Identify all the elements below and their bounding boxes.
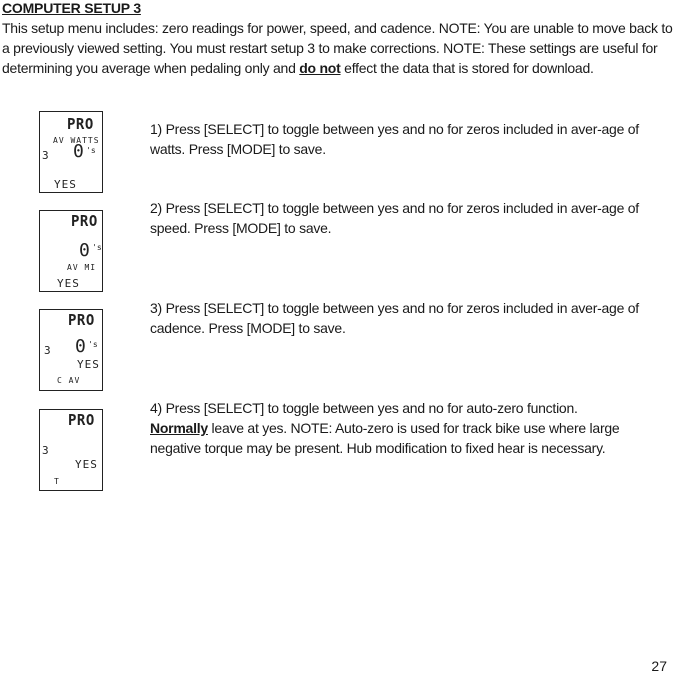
lcd-unit: 's xyxy=(86,146,96,155)
lcd-label: T xyxy=(54,477,60,486)
lcd-option: YES xyxy=(75,458,98,471)
lcd-display-cadence xyxy=(39,309,103,391)
step-3: 3) Press [SELECT] to toggle between yes and no for zeros included in aver-age of cadence. Press [MODE] to save. xyxy=(150,300,639,336)
lcd-option: YES xyxy=(57,277,80,290)
lcd-setup-number: 3 xyxy=(42,149,49,162)
intro-text-end: effect the data that is stored for download. xyxy=(340,60,594,76)
intro-emphasis: do not xyxy=(299,60,341,76)
step-4-emphasis: Normally xyxy=(150,420,208,436)
lcd-label: AV WATTS xyxy=(53,136,100,145)
step-2: 2) Press [SELECT] to toggle between yes and no for zeros included in aver-age of speed. Press [MODE] to save. xyxy=(150,200,639,236)
intro-paragraph xyxy=(2,18,674,78)
lcd-display-watts xyxy=(39,111,103,193)
lcd-display-auto-zero xyxy=(39,409,103,491)
step-4-line1: 4) Press [SELECT] to toggle between yes and no for auto-zero function. xyxy=(150,400,578,416)
lcd-option: YES xyxy=(54,178,77,191)
lcd-value: 0 xyxy=(79,240,90,261)
intro-text: This setup menu includes: zero readings for power, speed, and cadence. NOTE: You are unable to move back to a previously viewed setting. You must restart setup 3 to make corrections. NOTE: These settings are useful for determining you average when pedaling only and xyxy=(2,20,673,76)
step-4 xyxy=(150,398,668,458)
lcd-label: C AV xyxy=(57,376,81,385)
lcd-unit: 's xyxy=(92,243,102,252)
lcd-mode: PRO xyxy=(68,412,95,430)
lcd-setup-number: 3 xyxy=(44,344,51,357)
lcd-mode: PRO xyxy=(67,116,94,134)
lcd-display-speed xyxy=(39,210,103,292)
lcd-mode: PRO xyxy=(68,312,95,330)
lcd-setup-number: 3 xyxy=(42,444,49,457)
page-number: 27 xyxy=(651,658,667,674)
lcd-option: YES xyxy=(77,358,100,371)
step-4-text: leave at yes. NOTE: Auto-zero is used for track bike use where large negative torque may be present. Hub modification to fixed hear is necessary. xyxy=(150,420,620,456)
lcd-value: 0 xyxy=(75,336,86,357)
lcd-value: 0 xyxy=(73,141,84,162)
lcd-mode: PRO xyxy=(71,213,98,231)
lcd-label: AV MI xyxy=(67,263,97,272)
lcd-unit: 's xyxy=(88,340,98,349)
step-1: 1) Press [SELECT] to toggle between yes and no for zeros included in aver-age of watts. Press [MODE] to save. xyxy=(150,121,639,157)
page-title: COMPUTER SETUP 3 xyxy=(2,0,141,16)
